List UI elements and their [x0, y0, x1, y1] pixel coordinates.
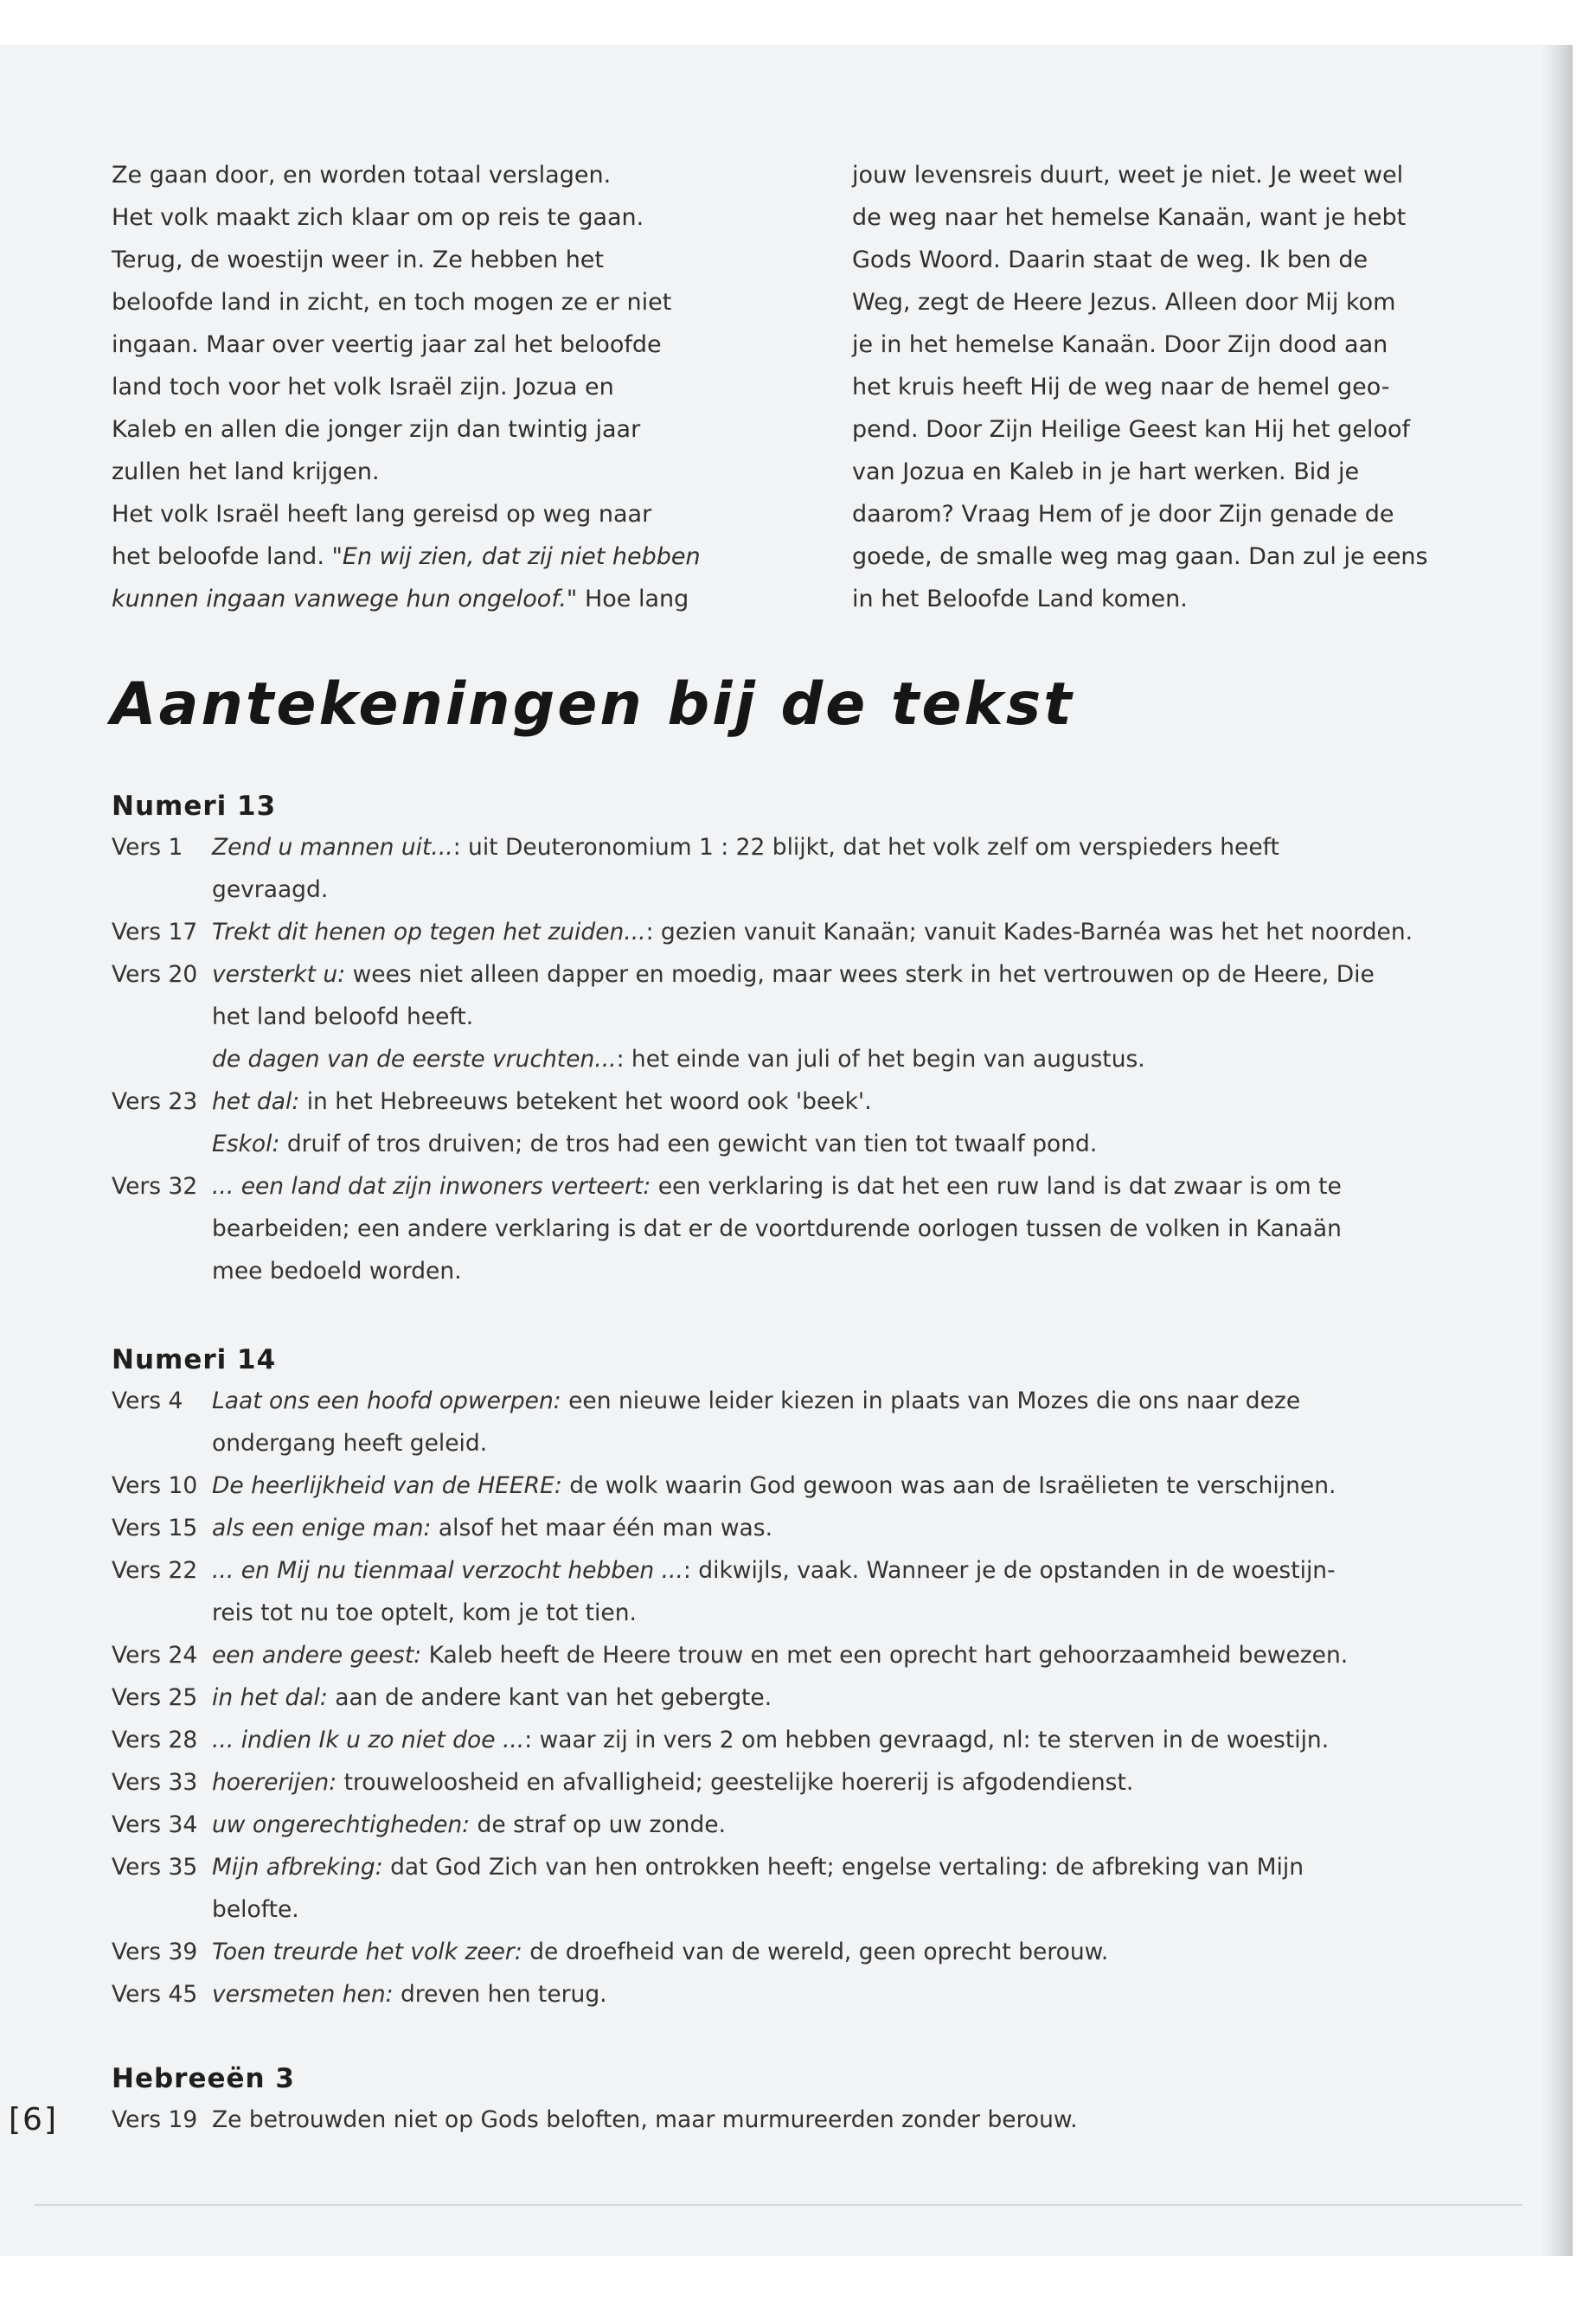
text-line: jouw levensreis duurt, weet je niet. Je weet wel	[852, 162, 1404, 189]
note-text: : gezien vanuit Kanaän; vanuit Kades-Barnéa was het het noorden.	[645, 919, 1413, 945]
note-item	[112, 1549, 1548, 1634]
note-item	[112, 1719, 1548, 1761]
note-text: : uit Deuteronomium 1 : 22 blijkt, dat het volk zelf om verspieders heeft	[452, 834, 1279, 861]
verse-ref: Vers 45	[112, 1981, 198, 2008]
text-run: Kaleb en allen die jonger zijn dan twintig jaar	[112, 416, 641, 443]
left-text-column	[112, 154, 701, 620]
note-term: het dal:	[212, 1088, 300, 1115]
text-line	[112, 578, 701, 620]
text-line	[112, 324, 701, 366]
text-line	[112, 451, 701, 493]
notes-section-numeri-14	[112, 1343, 1548, 2016]
note-item	[112, 1761, 1548, 1804]
verse-ref: Vers 1	[112, 834, 183, 861]
text-line: daarom? Vraag Hem of je door Zijn genade de	[852, 501, 1394, 528]
text-line	[112, 154, 701, 196]
text-line	[112, 366, 701, 408]
note-text: : dikwijls, vaak. Wanneer je de opstanden in de woestijn-	[683, 1557, 1336, 1584]
note-text: de wolk waarin God gewoon was aan de Israëlieten te verschijnen.	[561, 1472, 1336, 1499]
text-run: Het volk Israël heeft lang gereisd op weg naar	[112, 501, 652, 528]
note-continuation: belofte.	[212, 1896, 299, 1923]
note-continuation: gevraagd.	[212, 876, 329, 903]
page-edge	[35, 2204, 1522, 2206]
text-line	[112, 281, 701, 324]
note-item	[112, 911, 1548, 953]
note-item	[112, 1380, 1548, 1465]
note-term: de dagen van de eerste vruchten...	[212, 1046, 617, 1073]
note-text: de droefheid van de wereld, geen oprecht berouw.	[522, 1939, 1109, 1965]
note-continuation: het land beloofd heeft.	[212, 1003, 474, 1030]
text-run: Terug, de woestijn weer in. Ze hebben het	[112, 247, 605, 273]
note-term: Mijn afbreking:	[212, 1854, 383, 1881]
note-term: Zend u mannen uit...	[212, 834, 453, 861]
page-number: [6]	[9, 2102, 58, 2138]
verse-ref: Vers 4	[112, 1388, 183, 1414]
note-text: druif of tros druiven; de tros had een gewicht van tien tot twaalf pond.	[279, 1131, 1098, 1157]
note-text: in het Hebreeuws betekent het woord ook 'beek'.	[299, 1088, 872, 1115]
verse-ref: Vers 34	[112, 1811, 198, 1838]
text-line: in het Beloofde Land komen.	[852, 586, 1188, 612]
note-term: hoererijen:	[212, 1769, 337, 1796]
note-item	[112, 1931, 1548, 1973]
note-text: een nieuwe leider kiezen in plaats van Mozes die ons naar deze	[561, 1388, 1301, 1414]
text-run: beloofde land in zicht, en toch mogen ze er niet	[112, 289, 672, 316]
text-line	[112, 493, 701, 535]
text-run: het beloofde land.	[112, 543, 332, 570]
quote-text: "En wij zien, dat zij niet hebben	[331, 543, 701, 570]
verse-ref: Vers 19	[112, 2106, 198, 2133]
note-item	[112, 1165, 1548, 1292]
text-line: goede, de smalle weg mag gaan. Dan zul je eens	[852, 543, 1428, 570]
note-text: Ze betrouwden niet op Gods beloften, maar murmureerden zonder berouw.	[212, 2106, 1078, 2133]
notes-section-hebreeen-3	[112, 2061, 1548, 2141]
verse-ref: Vers 22	[112, 1557, 198, 1584]
note-term: versterkt u:	[212, 961, 346, 988]
note-term: versmeten hen:	[212, 1981, 394, 2008]
note-continuation: reis tot nu toe optelt, kom je tot tien.	[212, 1599, 637, 1626]
note-term: Trekt dit henen op tegen het zuiden...	[212, 919, 646, 945]
text-line: van Jozua en Kaleb in je hart werken. Bid je	[852, 458, 1360, 485]
verse-ref: Vers 17	[112, 919, 198, 945]
verse-ref: Vers 35	[112, 1854, 198, 1881]
text-run: ingaan. Maar over veertig jaar zal het beloofde	[112, 331, 662, 358]
text-line	[112, 408, 701, 451]
text-line: de weg naar het hemelse Kanaän, want je hebt	[852, 204, 1407, 231]
note-term: De heerlijkheid van de HEERE:	[212, 1472, 562, 1499]
note-text: : waar zij in vers 2 om hebben gevraagd, nl: te sterven in de woestijn.	[524, 1727, 1330, 1753]
text-line: pend. Door Zijn Heilige Geest kan Hij het geloof	[852, 416, 1410, 443]
note-item	[112, 826, 1548, 911]
text-run: zullen het land krijgen.	[112, 458, 380, 485]
note-item	[112, 1507, 1548, 1549]
note-item	[112, 1846, 1548, 1931]
verse-ref: Vers 20	[112, 961, 198, 988]
section-title: Numeri 14	[112, 1344, 277, 1375]
verse-ref: Vers 32	[112, 1173, 198, 1200]
verse-ref: Vers 10	[112, 1472, 198, 1499]
note-item	[112, 1634, 1548, 1676]
note-term: in het dal:	[212, 1684, 328, 1711]
text-run: Het volk maakt zich klaar om op reis te gaan.	[112, 204, 644, 231]
notes-heading: Aantekeningen bij de tekst	[111, 670, 1074, 739]
note-item	[112, 1973, 1548, 2016]
text-line	[112, 535, 701, 578]
note-item	[112, 953, 1548, 1038]
text-line: Gods Woord. Daarin staat de weg. Ik ben de	[852, 247, 1368, 273]
note-continuation: ondergang heeft geleid.	[212, 1430, 488, 1457]
notes-section-numeri-13	[112, 789, 1548, 1292]
note-term: een andere geest:	[212, 1642, 422, 1669]
text-run: Ze gaan door, en worden totaal verslagen.	[112, 162, 612, 189]
note-text: een verklaring is dat het een ruw land is dat zwaar is om te	[651, 1173, 1342, 1200]
note-term: ... een land dat zijn inwoners verteert:	[212, 1173, 651, 1200]
note-text: trouweloosheid en afvalligheid; geestelijke hoererij is afgodendienst.	[337, 1769, 1134, 1796]
note-item	[112, 2099, 1548, 2141]
scan-margin	[0, 0, 1596, 45]
note-text: de straf op uw zonde.	[470, 1811, 726, 1838]
note-item	[112, 1804, 1548, 1846]
quote-text: kunnen ingaan vanwege hun ongeloof."	[112, 586, 578, 612]
note-continuation: bearbeiden; een andere verklaring is dat er de voortdurende oorlogen tussen de volken in Kanaän	[212, 1215, 1342, 1242]
verse-ref: Vers 28	[112, 1727, 198, 1753]
text-line	[112, 239, 701, 281]
right-text-column	[852, 154, 1428, 620]
note-term: ... en Mij nu tienmaal verzocht hebben ...	[212, 1557, 683, 1584]
verse-ref: Vers 33	[112, 1769, 198, 1796]
verse-ref: Vers 24	[112, 1642, 198, 1669]
note-text: : het einde van juli of het begin van augustus.	[616, 1046, 1145, 1073]
section-title: Numeri 13	[112, 791, 277, 822]
note-term: Toen treurde het volk zeer:	[212, 1939, 522, 1965]
note-text: dreven hen terug.	[393, 1981, 607, 2008]
note-item	[112, 1676, 1548, 1719]
note-continuation: mee bedoeld worden.	[212, 1258, 462, 1285]
note-text: wees niet alleen dapper en moedig, maar wees sterk in het vertrouwen op de Heere, Die	[345, 961, 1375, 988]
note-text: dat God Zich van hen ontrokken heeft; engelse vertaling: de afbreking van Mijn	[382, 1854, 1304, 1881]
note-item	[112, 1123, 1548, 1165]
note-text: Kaleb heeft de Heere trouw en met een oprecht hart gehoorzaamheid bewezen.	[421, 1642, 1349, 1669]
note-term: ... indien Ik u zo niet doe ...	[212, 1727, 525, 1753]
note-term: Laat ons een hoofd opwerpen:	[212, 1388, 561, 1414]
verse-ref: Vers 39	[112, 1939, 198, 1965]
text-line	[112, 196, 701, 239]
note-term: als een enige man:	[212, 1515, 432, 1541]
text-line: je in het hemelse Kanaän. Door Zijn dood aan	[852, 331, 1388, 358]
note-item	[112, 1080, 1548, 1123]
note-text: alsof het maar één man was.	[431, 1515, 773, 1541]
note-term: uw ongerechtigheden:	[212, 1811, 471, 1838]
text-run: Hoe lang	[577, 586, 689, 612]
verse-ref: Vers 15	[112, 1515, 198, 1541]
note-term: Eskol:	[212, 1131, 280, 1157]
note-text: aan de andere kant van het gebergte.	[327, 1684, 772, 1711]
text-run: land toch voor het volk Israël zijn. Jozua en	[112, 374, 614, 401]
text-line: Weg, zegt de Heere Jezus. Alleen door Mij kom	[852, 289, 1396, 316]
verse-ref: Vers 23	[112, 1088, 198, 1115]
note-item	[112, 1465, 1548, 1507]
section-title: Hebreeën 3	[112, 2063, 295, 2094]
note-item	[112, 1038, 1548, 1080]
text-line: het kruis heeft Hij de weg naar de hemel geo-	[852, 374, 1390, 401]
verse-ref: Vers 25	[112, 1684, 198, 1711]
